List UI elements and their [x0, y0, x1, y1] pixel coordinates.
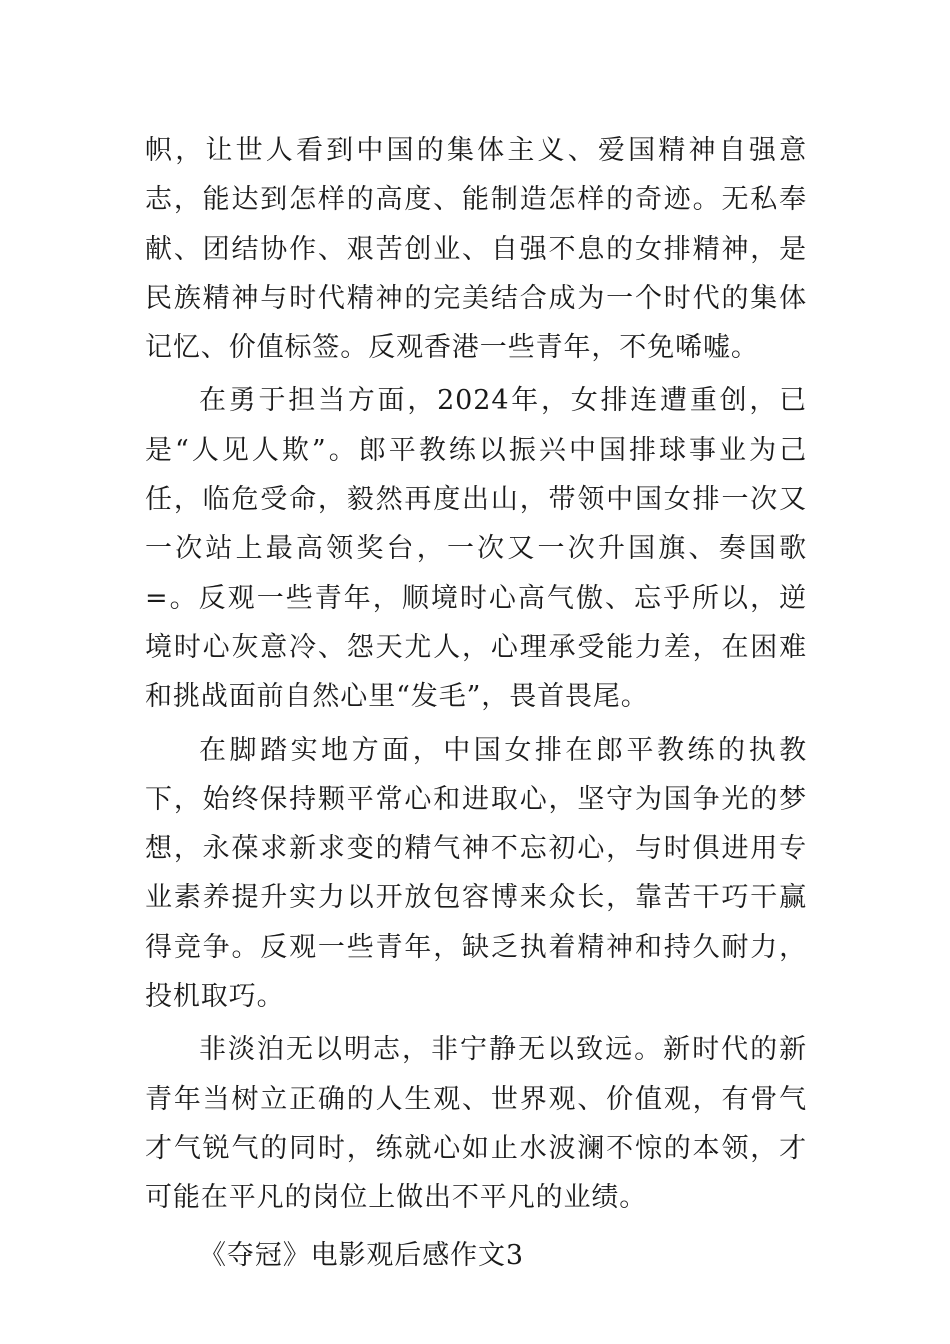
section-title: 《夺冠》电影观后感作文3 [199, 1239, 524, 1271]
paragraph-responsibility: 在勇于担当方面，2024年，女排连遭重创，已是“人见人欺”。郎平教练以振兴中国排球事业为己任，临危受命，毅然再度出山，带领中国女排一次又一次站上最高领奖台，一次又一次升国旗、奏国歌=。反观一些青年，顺境时心高气傲、忘乎所以，逆境时心灰意冷、怨天尤人，心理承受能力差，在困难和挑战面前自然心里“发毛”，畏首畏尾。 [145, 385, 807, 713]
paragraph-conclusion: 非淡泊无以明志，非宁静无以致远。新时代的新青年当树立正确的人生观、世界观、价值观，有骨气才气锐气的同时，练就心如止水波澜不惊的本领，才可能在平凡的岗位上做出不平凡的业绩。 [145, 1034, 807, 1214]
document-body [145, 126, 807, 1280]
paragraph-down-to-earth: 在脚踏实地方面，中国女排在郎平教练的执教下，始终保持颗平常心和进取心，坚守为国争光的梦想，永葆求新求变的精气神不忘初心，与时俱进用专业素养提升实力以开放包容博来众长，靠苦干巧干赢得竞争。反观一些青年，缺乏执着精神和持久耐力，投机取巧。 [145, 734, 807, 1013]
paragraph-continuation: 帜，让世人看到中国的集体主义、爱国精神自强意志，能达到怎样的高度、能制造怎样的奇迹。无私奉献、团结协作、艰苦创业、自强不息的女排精神，是民族精神与时代精神的完美结合成为一个时代的集体记忆、价值标签。反观香港一些青年，不免唏嘘。 [145, 135, 807, 364]
